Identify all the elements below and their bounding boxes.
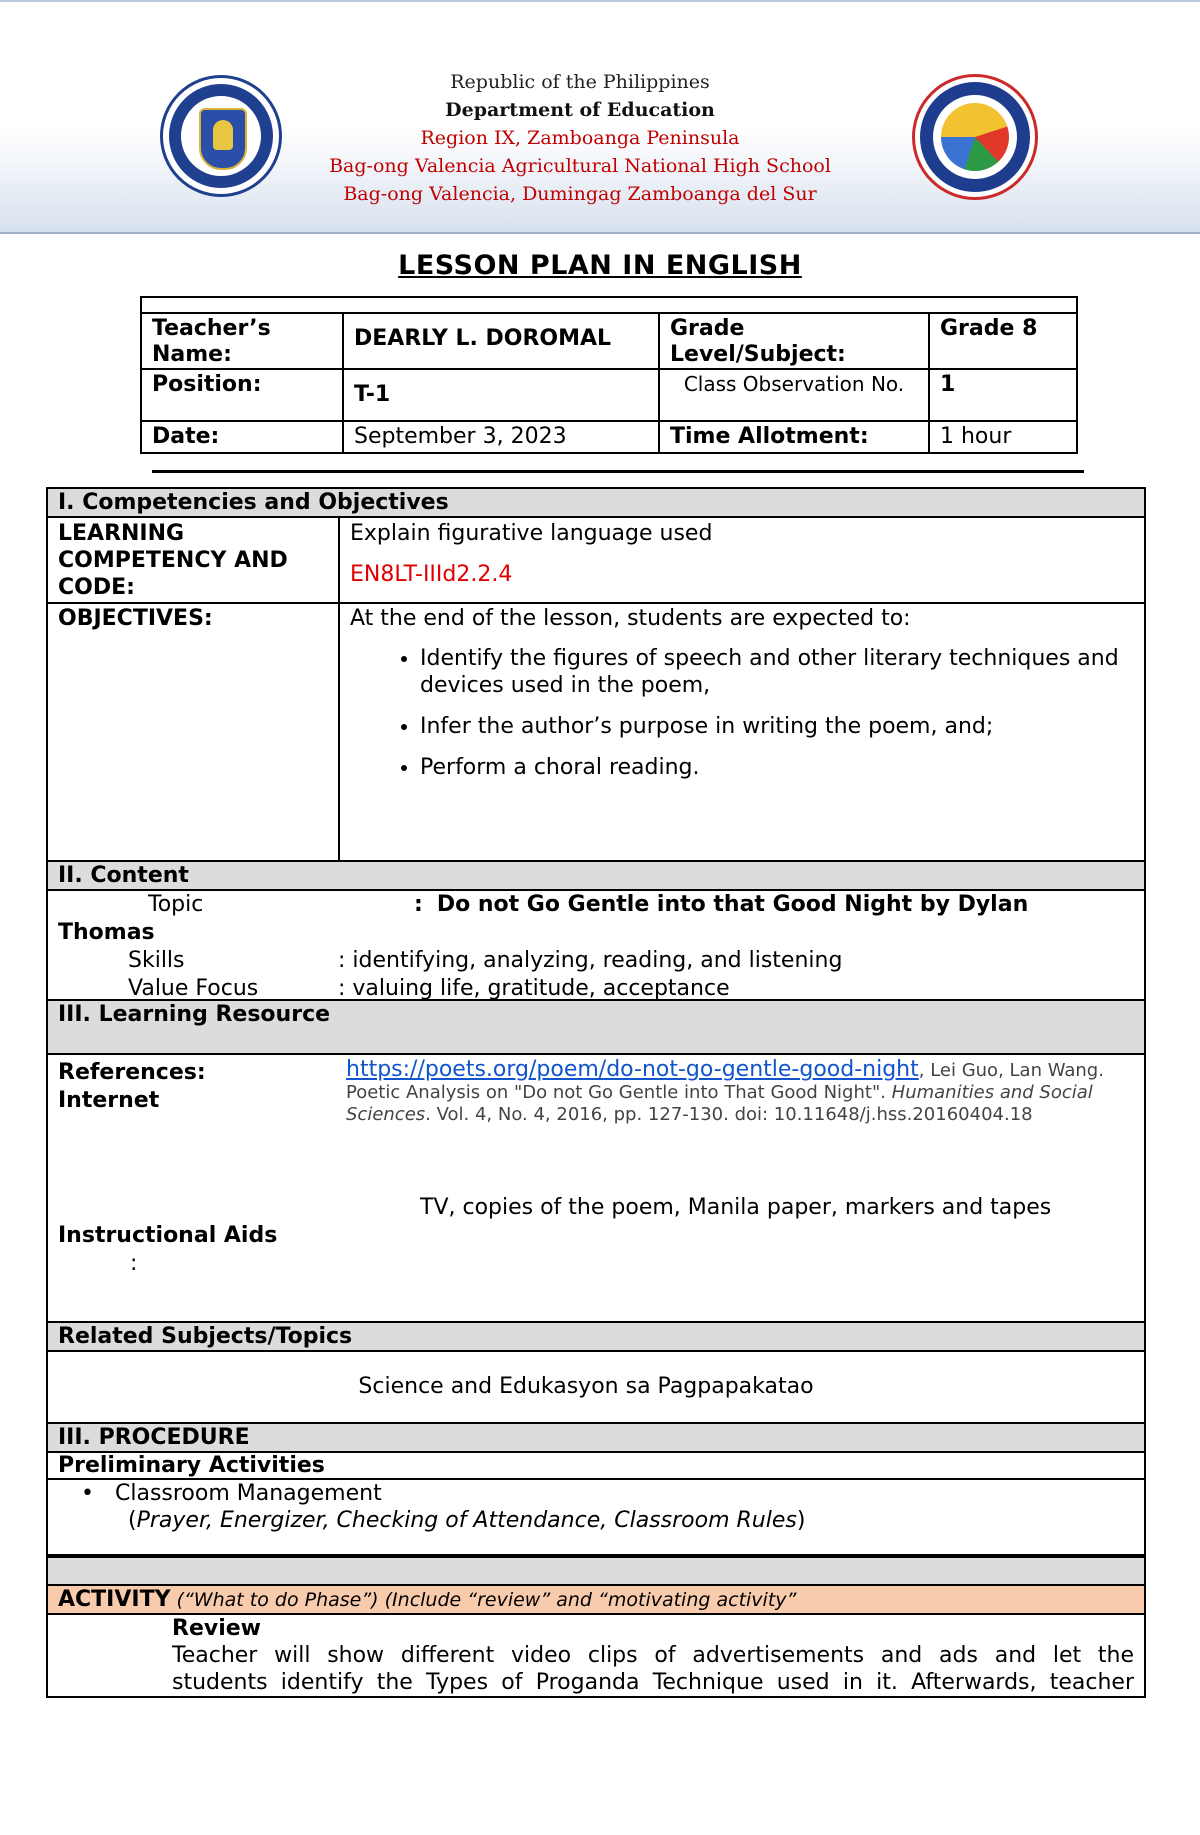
objective-item: • Identify the figures of speech and other literary techniques and devices used in the poem, bbox=[420, 645, 1134, 699]
info-row-position bbox=[142, 370, 1076, 422]
preliminary-header: Preliminary Activities bbox=[48, 1453, 1144, 1480]
value-focus-line bbox=[58, 975, 1134, 1003]
lesson-plan-table bbox=[46, 487, 1146, 1698]
objectives-intro: At the end of the lesson, students are expected to: bbox=[350, 606, 911, 631]
internet-label: Internet bbox=[58, 1088, 160, 1113]
page-title: LESSON PLAN IN ENGLISH bbox=[398, 250, 802, 281]
objective-item: • Perform a choral reading. bbox=[420, 754, 1134, 781]
competency-cell bbox=[340, 518, 1144, 602]
value-focus-label: Value Focus bbox=[128, 976, 259, 1001]
review-text-line: students identify the Types of Proganda Technique used in it. Afterwards, teacher bbox=[172, 1670, 1134, 1695]
observation-value: 1 bbox=[940, 372, 956, 397]
section-content: II. Content bbox=[48, 862, 1144, 891]
review-text-line: Teacher will show different video clips of advertisements and ads and let the bbox=[172, 1643, 1134, 1668]
topic-line bbox=[58, 891, 1134, 919]
skills-label: Skills bbox=[128, 948, 185, 973]
skills-line bbox=[58, 947, 1134, 975]
skills-value: : identifying, analyzing, reading, and listening bbox=[338, 948, 843, 973]
poem-link[interactable]: https://poets.org/poem/do-not-go-gentle-good-night bbox=[346, 1057, 919, 1082]
competency-value: Explain figurative language used bbox=[350, 521, 713, 546]
republic-line: Republic of the Philippines bbox=[450, 71, 710, 93]
objectives-list bbox=[350, 645, 1134, 781]
time-label: Time Allotment: bbox=[660, 422, 930, 452]
activity-row bbox=[48, 1586, 1144, 1615]
position-value: T-1 bbox=[344, 370, 660, 420]
reference-citation: , Lei Guo, Lan Wang. Poetic Analysis on "Do not Go Gentle into That Good Night". bbox=[346, 1060, 1104, 1103]
related-value: Science and Edukasyon sa Pagpapakatao bbox=[48, 1352, 1144, 1424]
division-seal-emblem bbox=[941, 103, 1009, 171]
classroom-management-detail-line: (Prayer, Energizer, Checking of Attendance, Classroom Rules) bbox=[128, 1508, 806, 1533]
region-line: Region IX, Zamboanga Peninsula bbox=[420, 127, 740, 149]
objectives-row bbox=[48, 604, 1144, 862]
teacher-label: Teacher’s Name: bbox=[142, 314, 344, 368]
section-learning-resource: III. Learning Resource bbox=[48, 1001, 1144, 1055]
division-seal-icon bbox=[912, 74, 1038, 200]
references-value bbox=[346, 1059, 1134, 1195]
review-block bbox=[48, 1615, 1144, 1696]
classroom-management-detail: Prayer, Energizer, Checking of Attendance, Classroom Rules bbox=[136, 1508, 797, 1533]
blank-gray-row bbox=[48, 1556, 1144, 1586]
activity-note: (“What to do Phase”) (Include “review” and “motivating activity” bbox=[170, 1589, 797, 1611]
letterhead-text bbox=[300, 68, 860, 208]
observation-label: Class Observation No. bbox=[660, 370, 930, 420]
instructional-aids-colon: : bbox=[130, 1251, 138, 1276]
content-block bbox=[48, 891, 1144, 1001]
objectives-cell bbox=[340, 604, 1144, 860]
competency-code: EN8LT-IIId2.2.4 bbox=[350, 562, 513, 587]
classroom-management-label: Classroom Management bbox=[114, 1481, 382, 1506]
school-line: Bag-ong Valencia Agricultural National High School bbox=[329, 155, 831, 177]
reference-details: . Vol. 4, No. 4, 2016, pp. 127-130. doi: 10.11648/j.hss.20160404.18 bbox=[425, 1104, 1033, 1125]
department-line: Department of Education bbox=[445, 99, 715, 121]
section-competencies: I. Competencies and Objectives bbox=[48, 489, 1144, 518]
grade-label: Grade Level/Subject: bbox=[660, 314, 930, 368]
competency-label: LEARNING COMPETENCY AND CODE: bbox=[48, 518, 340, 602]
classroom-management-line bbox=[58, 1480, 1134, 1507]
activity-label: ACTIVITY bbox=[58, 1587, 171, 1612]
section-related: Related Subjects/Topics bbox=[48, 1323, 1144, 1352]
instructional-aids-value: TV, copies of the poem, Manila paper, markers and tapes bbox=[420, 1195, 1052, 1220]
position-label: Position: bbox=[142, 370, 344, 420]
bullet-icon: • bbox=[81, 1481, 94, 1506]
info-row-teacher bbox=[142, 314, 1076, 370]
date-value: September 3, 2023 bbox=[344, 422, 660, 452]
topic-colon: : bbox=[414, 892, 423, 917]
teacher-value: DEARLY L. DOROMAL bbox=[344, 314, 660, 368]
competency-row bbox=[48, 518, 1144, 604]
instructional-aids-label: Instructional Aids bbox=[58, 1223, 278, 1248]
review-label: Review bbox=[172, 1616, 261, 1641]
seal-emblem bbox=[199, 108, 247, 170]
info-top-strip bbox=[142, 298, 1076, 314]
section-procedure: III. PROCEDURE bbox=[48, 1424, 1144, 1453]
date-label: Date: bbox=[142, 422, 344, 452]
topic-value: Do not Go Gentle into that Good Night by Dylan bbox=[436, 892, 1029, 917]
deped-seal-icon bbox=[160, 75, 282, 197]
instructional-aids-row bbox=[48, 1195, 1144, 1323]
references-label-line: References: bbox=[58, 1060, 206, 1085]
time-value: 1 hour bbox=[940, 424, 1012, 449]
topic-value-continued: Thomas bbox=[58, 920, 155, 945]
classroom-management-block bbox=[48, 1480, 1144, 1556]
references-row bbox=[48, 1055, 1144, 1195]
topic-label: Topic bbox=[148, 892, 204, 917]
objective-item: • Infer the author’s purpose in writing the poem, and; bbox=[420, 713, 1134, 740]
info-row-date bbox=[142, 422, 1076, 452]
value-focus-value: : valuing life, gratitude, acceptance bbox=[338, 976, 730, 1001]
address-line: Bag-ong Valencia, Dumingag Zamboanga del Sur bbox=[343, 183, 817, 205]
teacher-info-table bbox=[140, 296, 1078, 454]
divider-line bbox=[152, 470, 1084, 473]
references-label bbox=[58, 1059, 346, 1195]
reference-journal: Humanities and Social Sciences bbox=[346, 1082, 1093, 1125]
grade-value: Grade 8 bbox=[940, 316, 1038, 341]
objectives-label: OBJECTIVES: bbox=[48, 604, 340, 860]
